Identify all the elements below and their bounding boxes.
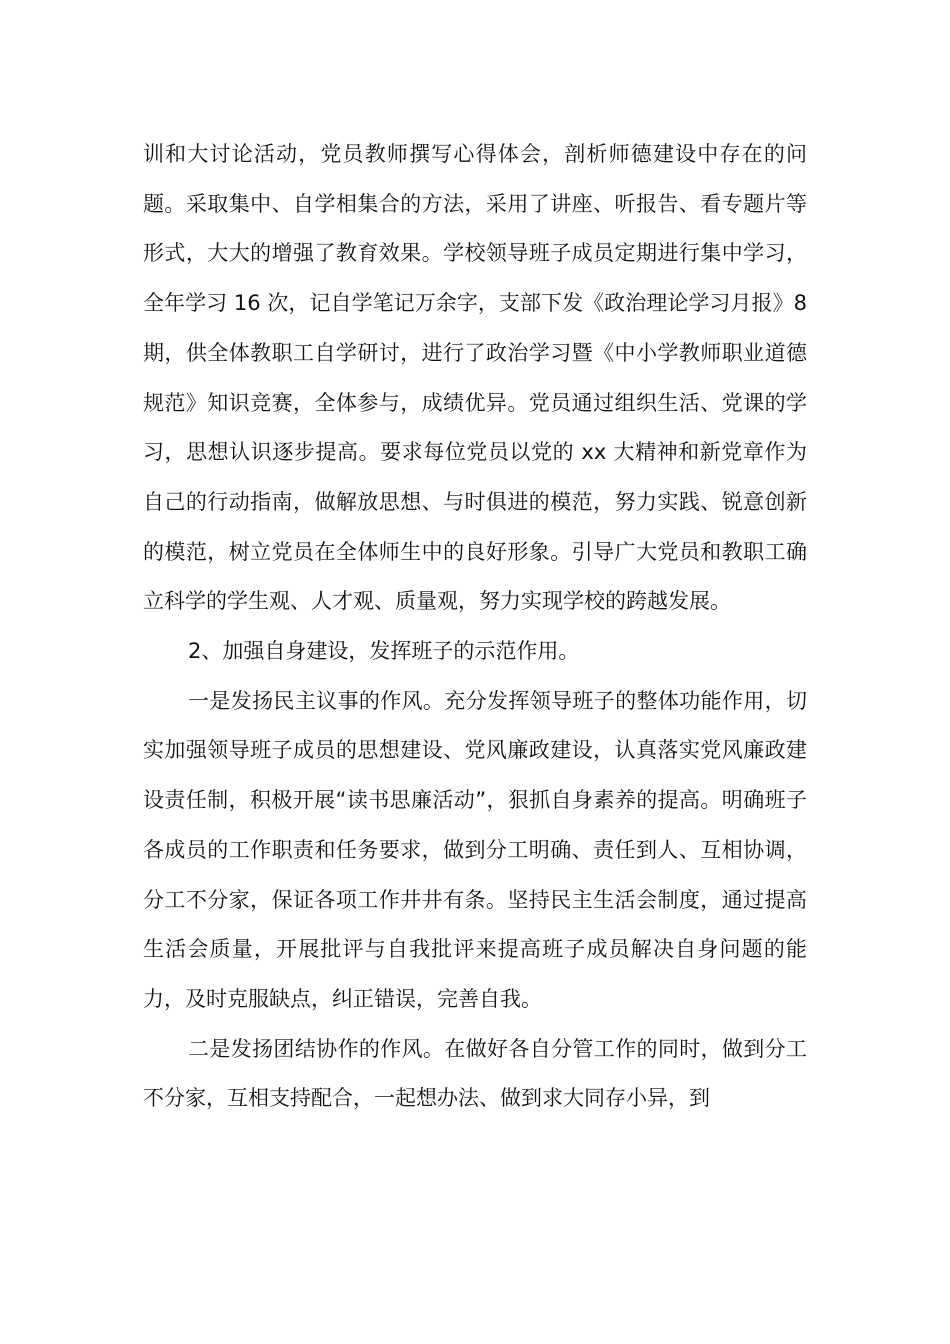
paragraph-democratic-style: 一是发扬民主议事的作风。充分发挥领导班子的整体功能作用，切实加强领导班子成员的思想建设、党风廉政建设，认真落实党风廉政建设责任制，积极开展“读书思廉活动”，狠抓自身素养的提高。明确班子各成员的工作职责和任务要求，做到分工明确、责任到人、互相协调，分工不分家，保证各项工作井井有条。坚持民主生活会制度，通过提高生活会质量，开展批评与自我批评来提高班子成员解决自身问题的能力，及时克服缺点，纠正错误，完善自我。 <box>143 688 807 1011</box>
paragraph-section-heading-self-building: 2、加强自身建设，发挥班子的示范作用。 <box>188 639 580 664</box>
paragraph-unity-cooperation: 二是发扬团结协作的作风。在做好各自分管工作的同时，做到分工不分家，互相支持配合，一起想办法、做到求大同存小异，到 <box>143 1036 807 1111</box>
document-body <box>143 130 807 1124</box>
paragraph-study-activities: 训和大讨论活动，党员教师撰写心得体会，剖析师德建设中存在的问题。采取集中、自学相集合的方法，采用了讲座、听报告、看专题片等形式，大大的增强了教育效果。学校领导班子成员定期进行集中学习，全年学习 16 次，记自学笔记万余字，支部下发《政治理论学习月报》8 期，供全体教职工自学研讨，进行了政治学习暨《中小学教师职业道德规范》知识竞赛，全体参与，成绩优异。党员通过组织生活、党课的学习，思想认识逐步提高。要求每位党员以党的 xx 大精神和新党章作为自己的行动指南，做解放思想、与时俱进的模范，努力实践、锐意创新的模范，树立党员在全体师生中的良好形象。引导广大党员和教职工确立科学的学生观、人才观、质量观，努力实现学校的跨越发展。 <box>143 142 807 614</box>
